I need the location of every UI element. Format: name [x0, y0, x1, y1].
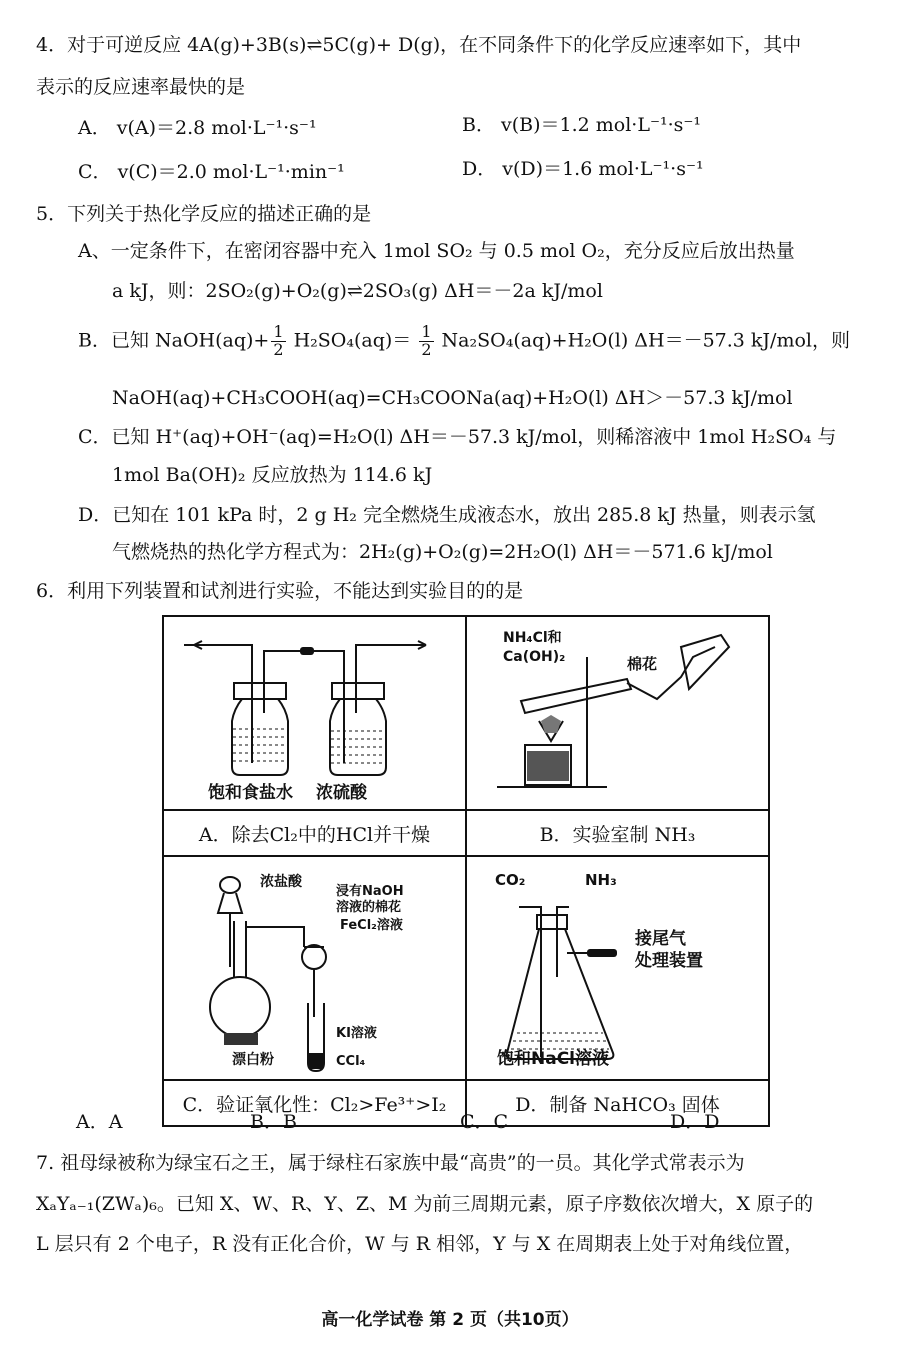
q6-answer-d: D．D [670, 1111, 720, 1133]
q5-option-a-line1: A、一定条件下，在密闭容器中充入 1mol SO₂ 与 0.5 mol O₂，充分反应后放出热量 [78, 240, 795, 262]
label-saturated-brine: 饱和食盐水 [208, 783, 293, 803]
caption-a: A．除去Cl₂中的HCl并干燥 [163, 810, 466, 856]
q5-option-a-line2: a kJ，则：2SO₂(g)+O₂(g)⇌2SO₃(g) ΔH＝－2a kJ/mol [112, 280, 603, 302]
page-footer: 高一化学试卷 第 2 页（共10页） [321, 1310, 579, 1330]
q4-option-c: C． v(C)＝2.0 mol·L⁻¹·min⁻¹ [78, 161, 345, 183]
q5-b-pre: B．已知 NaOH(aq)+ [78, 329, 270, 352]
label-nh4cl: NH₄Cl和 [503, 630, 562, 646]
q7-line1: 7. 祖母绿被称为绿宝石之王，属于绿柱石家族中最“高贵”的一员。其化学式常表示为 [36, 1152, 745, 1174]
q6-answer-a: A．A [76, 1111, 123, 1133]
q5-option-c-line2: 1mol Ba(OH)₂ 反应放热为 114.6 kJ [112, 464, 433, 486]
label-saturated-nacl: 饱和NaCl溶液 [497, 1049, 610, 1069]
q6-answer-b: B．B [250, 1111, 297, 1133]
sodium-bicarbonate-diagram [467, 857, 768, 1079]
q7-line3: L 层只有 2 个电子，R 没有正化合价，W 与 R 相邻，Y 与 X 在周期表上处于对角线位置， [36, 1233, 804, 1255]
label-ccl4: CCl₄ [336, 1054, 366, 1069]
fraction-one-half: $\frac{1}{2}$ [421, 322, 432, 359]
figure-a-apparatus [163, 616, 466, 810]
q5-stem: 5．下列关于热化学反应的描述正确的是 [36, 203, 372, 225]
fraction-one-half: $\frac{1}{2}$ [273, 322, 284, 359]
label-ki-solution: KI溶液 [336, 1026, 377, 1041]
label-treatment-device: 处理装置 [635, 951, 703, 971]
label-fecl2-solution: FeCl₂溶液 [340, 918, 403, 933]
label-cotton: 棉花 [627, 655, 658, 673]
caption-b: B．实验室制 NH₃ [466, 810, 769, 856]
q5-option-d-line1: D．已知在 101 kPa 时，2 g H₂ 完全燃烧生成液态水，放出 285.8 kJ 热量，则表示氢 [78, 504, 816, 526]
q6-stem: 6．利用下列装置和试剂进行实验，不能达到实验目的的是 [36, 580, 524, 602]
figure-c-apparatus [163, 856, 466, 1080]
label-naoh-soaked: 浸有NaOH [336, 884, 404, 899]
q4-option-d: D． v(D)＝1.6 mol·L⁻¹·s⁻¹ [462, 158, 704, 180]
label-conc-sulfuric-acid: 浓硫酸 [316, 783, 367, 803]
caption-c: C．验证氧化性：Cl₂>Fe³⁺>I₂ [163, 1080, 466, 1126]
figure-d-apparatus [466, 856, 769, 1080]
q4-option-a: A． v(A)＝2.8 mol·L⁻¹·s⁻¹ [78, 117, 317, 139]
q5-option-b-line2: NaOH(aq)+CH₃COOH(aq)=CH₃COONa(aq)+H₂O(l) ΔH＞－57.3 kJ/mol [112, 387, 793, 409]
label-tail-gas: 接尾气 [635, 929, 686, 949]
q4-option-b: B． v(B)＝1.2 mol·L⁻¹·s⁻¹ [462, 114, 702, 136]
label-bleaching-powder: 漂白粉 [232, 1052, 274, 1068]
q5-b-mid: H₂SO₄(aq)＝ [287, 329, 418, 352]
q5-option-d-line2: 气燃烧热的热化学方程式为：2H₂(g)+O₂(g)=2H₂O(l) ΔH＝－571.6 kJ/mol [112, 541, 773, 563]
gas-washing-bottles-diagram [164, 617, 465, 809]
q6-answer-c: C．C [460, 1111, 509, 1133]
label-caoh2: Ca(OH)₂ [503, 649, 566, 665]
experiment-table [162, 615, 770, 1127]
q5-option-b-line1 [78, 324, 850, 359]
figure-b-apparatus [466, 616, 769, 810]
label-cotton-soaked: 溶液的棉花 [336, 900, 402, 915]
oxidation-verification-diagram [164, 857, 465, 1079]
q5-option-c-line1: C．已知 H⁺(aq)+OH⁻(aq)=H₂O(l) ΔH＝－57.3 kJ/mol，则稀溶液中 1mol H₂SO₄ 与 [78, 426, 837, 448]
label-conc-hcl: 浓盐酸 [260, 874, 302, 890]
q4-stem-line1: 4．对于可逆反应 4A(g)+3B(s)⇌5C(g)+ D(g)，在不同条件下的化学反应速率如下，其中 [36, 34, 802, 56]
caption-d: D．制备 NaHCO₃ 固体 [466, 1080, 769, 1126]
label-co2: CO₂ [495, 871, 526, 889]
q4-stem-line2: 表示的反应速率最快的是 [36, 76, 246, 98]
label-nh3: NH₃ [585, 871, 617, 889]
q7-line2: XₐYₐ₋₁(ZWₐ)₆。已知 X、W、R、Y、Z、M 为前三周期元素，原子序数依次增大，X 原子的 [36, 1193, 814, 1215]
q5-b-post: Na₂SO₄(aq)+H₂O(l) ΔH＝－57.3 kJ/mol，则 [435, 329, 850, 352]
